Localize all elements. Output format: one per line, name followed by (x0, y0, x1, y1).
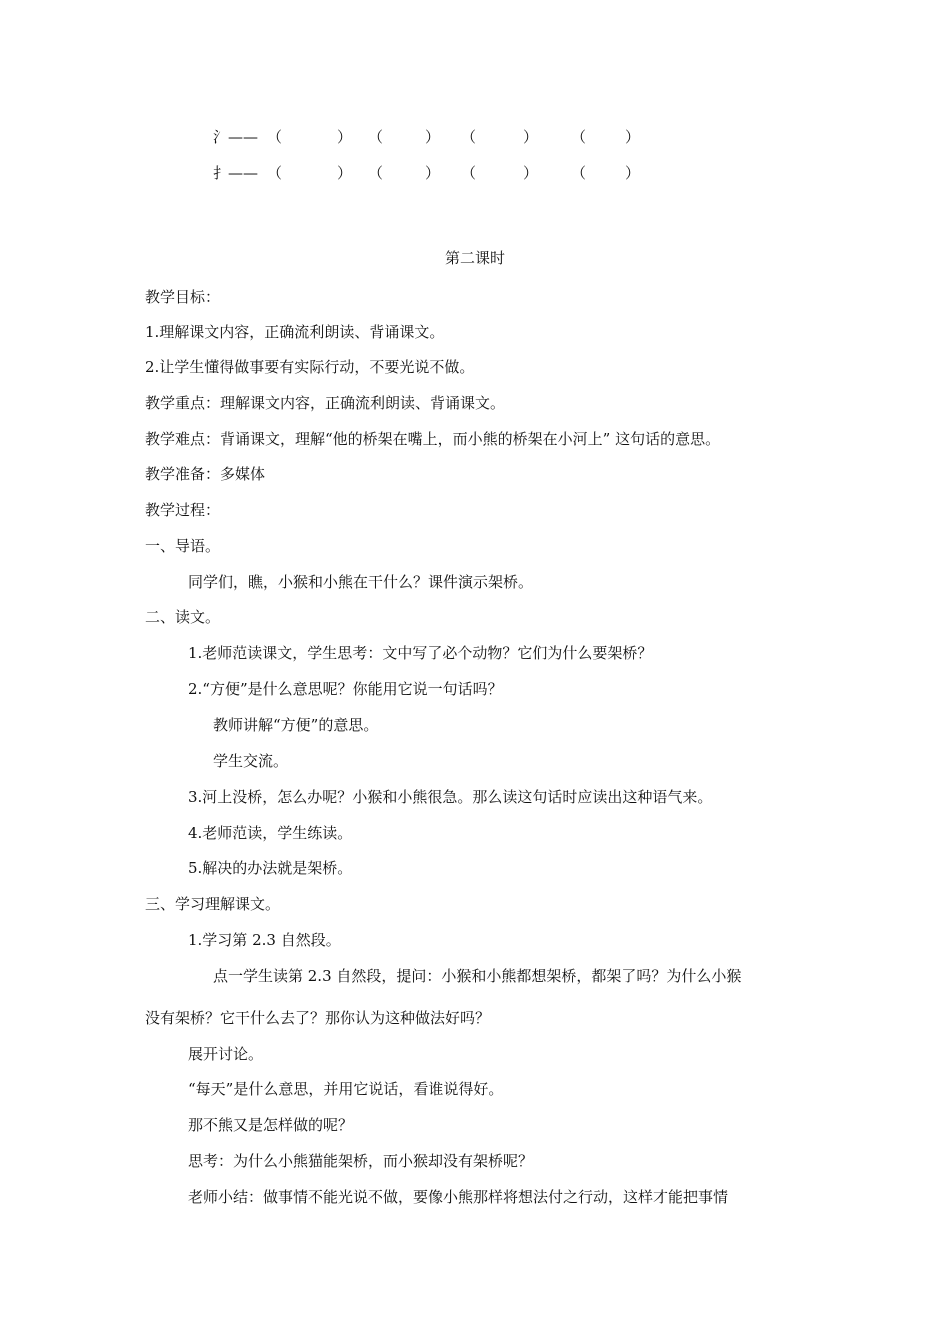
list-item: 3.河上没桥，怎么办呢？小猴和小熊很急。那么读这句话时应读出这种语气来。 (188, 788, 713, 806)
paragraph: 没有架桥？它干什么去了？那你认为这种做法好吗？ (145, 1009, 491, 1027)
lesson-title: 第二课时 (444, 249, 505, 267)
preparation: 教学准备：多媒体 (145, 465, 266, 483)
blank-open: （ (571, 128, 587, 146)
sub-item: 学生交流。 (213, 752, 289, 770)
goal-item: 2.让学生懂得做事要有实际行动，不要光说不做。 (145, 358, 475, 376)
radical-label: 扌—— (213, 164, 259, 182)
radical-row-water (213, 126, 673, 146)
blank-open: （ (267, 164, 283, 182)
blank-close: ） (425, 164, 441, 182)
blank-close: ） (523, 164, 539, 182)
list-item: 1.老师范读课文，学生思考：文中写了必个动物？它们为什么要架桥？ (188, 644, 653, 662)
paragraph: 展开讨论。 (188, 1045, 264, 1063)
blank-open: （ (267, 128, 283, 146)
blank-open: （ (368, 128, 384, 146)
list-item: 4.老师范读，学生练读。 (188, 824, 353, 842)
paragraph: 思考：为什么小熊猫能架桥，而小猴却没有架桥呢？ (188, 1152, 534, 1170)
process-heading: 教学过程： (145, 501, 221, 519)
radical-label: 氵—— (213, 128, 259, 146)
blank-open: （ (461, 164, 477, 182)
list-item: 5.解决的办法就是架桥。 (188, 859, 353, 877)
blank-close: ） (337, 128, 353, 146)
blank-open: （ (461, 128, 477, 146)
paragraph: 那不熊又是怎样做的呢？ (188, 1116, 354, 1134)
paragraph: “每天”是什么意思，并用它说话，看谁说得好。 (188, 1080, 504, 1098)
blank-open: （ (368, 164, 384, 182)
sub-item: 教师讲解“方便”的意思。 (213, 716, 379, 734)
section-heading: 二、读文。 (145, 608, 221, 626)
section-heading: 三、学习理解课文。 (145, 895, 281, 913)
blank-close: ） (625, 128, 641, 146)
section-heading: 一、导语。 (145, 537, 221, 555)
goal-item: 1.理解课文内容，正确流利朗读、背诵课文。 (145, 323, 445, 341)
paragraph: 老师小结：做事情不能光说不做，要像小熊那样将想法付之行动，这样才能把事情 (188, 1188, 729, 1206)
blank-close: ） (425, 128, 441, 146)
goals-heading: 教学目标： (145, 288, 221, 306)
radical-row-hand (213, 162, 673, 182)
list-item: 2.“方便”是什么意思呢？你能用它说一句话吗？ (188, 680, 503, 698)
paragraph: 同学们，瞧，小猴和小熊在干什么？课件演示架桥。 (188, 573, 534, 591)
blank-close: ） (625, 164, 641, 182)
blank-close: ） (523, 128, 539, 146)
blank-open: （ (571, 164, 587, 182)
blank-close: ） (337, 164, 353, 182)
difficulty: 教学难点：背诵课文，理解“他的桥架在嘴上，而小熊的桥架在小河上” 这句话的意思。 (145, 430, 721, 448)
list-item: 1.学习第 2.3 自然段。 (188, 931, 341, 949)
paragraph: 点一学生读第 2.3 自然段，提问：小猴和小熊都想架桥，都架了吗？为什么小猴 (213, 967, 742, 985)
key-point: 教学重点：理解课文内容，正确流利朗读、背诵课文。 (145, 394, 506, 412)
